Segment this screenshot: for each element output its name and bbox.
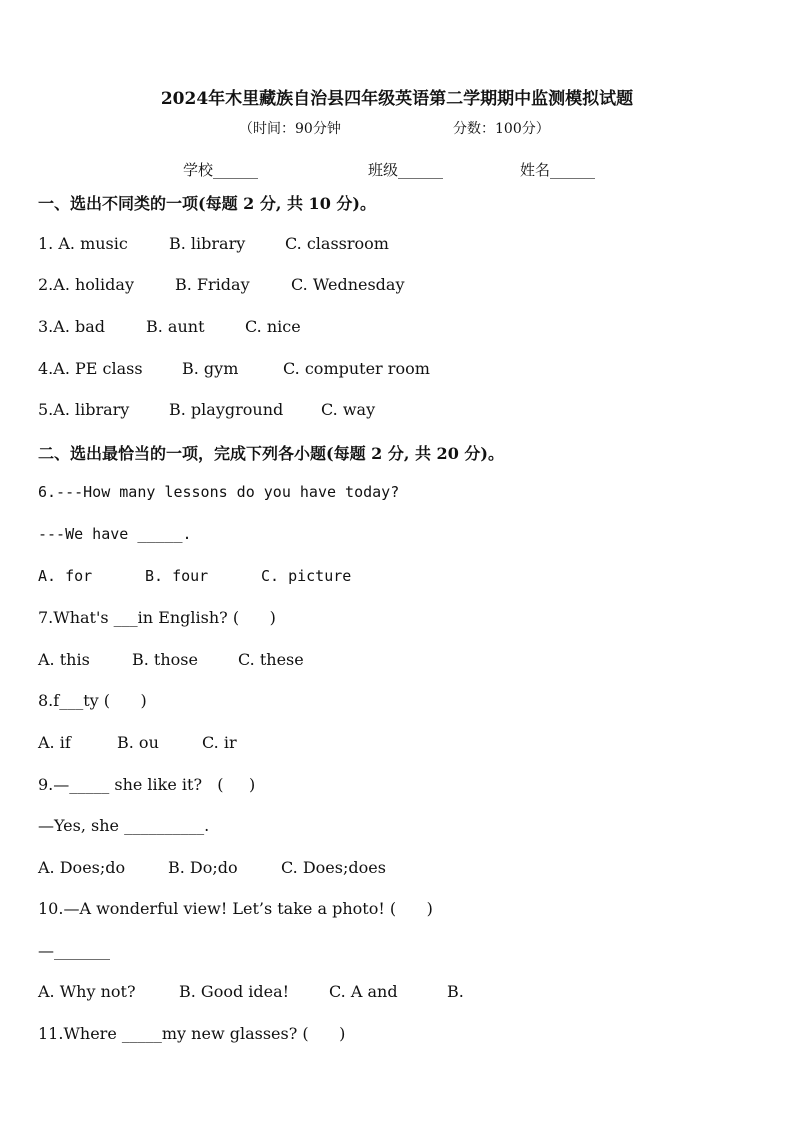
question-10-option-a: A. Why not? — [38, 982, 136, 1001]
question-2-option-b: B. Friday — [175, 275, 250, 294]
question-11-stem: 11.Where _____my new glasses? ( ) — [38, 1024, 346, 1043]
question-5-option-c: C. way — [321, 400, 376, 419]
question-10-option-c: C. A and — [329, 982, 398, 1001]
question-9-option-b: B. Do;do — [168, 858, 238, 877]
question-8-option-a: A. if — [38, 733, 71, 752]
question-4-option-b: B. gym — [182, 359, 239, 378]
question-10-stem: 10.—A wonderful view! Let’s take a photo! ( ) — [38, 899, 433, 918]
name-field: 姓名______ — [520, 161, 596, 179]
question-7-option-c: C. these — [238, 650, 304, 669]
question-3-option-b: B. aunt — [146, 317, 205, 336]
question-4-option-c: C. computer room — [283, 359, 430, 378]
exam-title: 2024年木里藏族自治县四年级英语第二学期期中监测模拟试题 — [160, 89, 634, 109]
section-1-heading: 一、选出不同类的一项(每题 2 分, 共 10 分)。 — [38, 194, 376, 213]
time-limit: （时间：90分钟 — [239, 121, 341, 137]
question-7-stem: 7.What's ___in English? ( ) — [38, 608, 276, 627]
question-5-option-b: B. playground — [169, 400, 284, 419]
section-2-heading: 二、选出最恰当的一项，完成下列各小题(每题 2 分, 共 20 分)。 — [38, 444, 504, 463]
question-6-option-b: B. four — [145, 567, 209, 585]
question-10-option-c-continued: B. — [447, 982, 464, 1001]
question-6-option-c: C. picture — [261, 567, 352, 585]
question-8-option-c: C. ir — [202, 733, 237, 752]
question-7-option-a: A. this — [38, 650, 90, 669]
question-9-option-a: A. Does;do — [38, 858, 126, 877]
question-7-option-b: B. those — [132, 650, 198, 669]
question-6-reply: ---We have _____. — [38, 525, 192, 543]
class-field: 班级______ — [368, 161, 444, 179]
question-1-option-a: 1. A. music — [38, 234, 128, 253]
total-score: 分数：100分） — [453, 121, 550, 137]
question-2-option-c: C. Wednesday — [291, 275, 405, 294]
question-9-reply: —Yes, she __________. — [38, 816, 210, 835]
question-6-stem: 6.---How many lessons do you have today? — [38, 483, 400, 501]
question-8-option-b: B. ou — [117, 733, 159, 752]
question-3-option-c: C. nice — [245, 317, 301, 336]
question-2-option-a: 2.A. holiday — [38, 275, 134, 294]
question-5-option-a: 5.A. library — [38, 400, 130, 419]
question-9-option-c: C. Does;does — [281, 858, 386, 877]
question-3-option-a: 3.A. bad — [38, 317, 106, 336]
question-10-option-b: B. Good idea! — [179, 982, 290, 1001]
question-1-option-c: C. classroom — [285, 234, 389, 253]
question-9-stem: 9.—_____ she like it? ( ) — [38, 775, 256, 794]
question-4-option-a: 4.A. PE class — [38, 359, 143, 378]
school-field: 学校______ — [183, 161, 259, 179]
question-6-option-a: A. for — [38, 567, 93, 585]
question-1-option-b: B. library — [169, 234, 246, 253]
question-8-stem: 8.f___ty ( ) — [38, 691, 147, 710]
question-10-reply: —_______ — [38, 941, 110, 960]
